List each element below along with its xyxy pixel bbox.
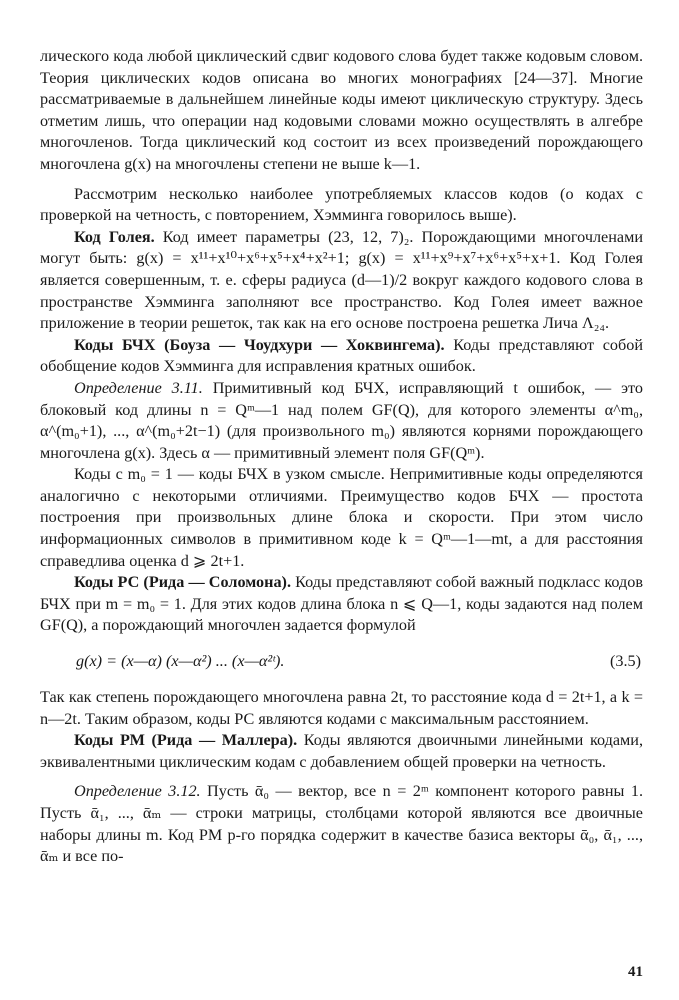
paragraph-cyclic-codes: лического кода любой циклический сдвиг кодового слова будет также кодовым словом. Теория циклических кодов описана во многих монографиях [24—37]. Многие рассматриваемые в дальнейшем линейные коды имеют циклическую структуру. Здесь отметим лишь, что операции над кодовыми словами можно осуществлять в алгебре многочленов. Тогда циклический код состоит из всех произведений порождающего многочлена g(x) на многочлены степени не выше k—1. [40,47,643,173]
paragraph-golay [40,227,643,335]
golay-heading: Код Голея. [74,227,155,246]
reed-solomon-heading: Коды РС (Рида — Соломона). [74,573,291,592]
paragraph-reed-solomon [40,572,643,637]
equation-formula: g(x) = (x—α) (x—α²) ... (x—α²ᵗ). [76,652,285,671]
golay-text: Код имеет параметры (23, 12, 7)₂. Порождающими многочленами могут быть: g(x) = x¹¹+x¹⁰+x⁶+x⁵+x⁴+x²+1; g(x) = x¹¹+x⁹+x⁷+x⁶+x⁵+x+1. Код Голея является совершенным, т. е. сферы радиуса (d—1)/2 вокруг каждого кодового слова в пространстве Хэмминга заполняют все пространство. Код Голея имеет важное приложение в теории решеток, так как на его основе построена решетка Лича Λ₂₄. [40,227,643,333]
reed-solomon-text: Коды представляют собой важный подкласс кодов БЧХ при m = m₀ = 1. Для этих кодов длина блока n ⩽ Q—1, коды задаются над полем GF(Q), а порождающий многочлен задается формулой [40,573,644,635]
reed-muller-heading: Коды РМ (Рида — Маллера). [74,731,298,750]
text-column [40,46,643,868]
paragraph-definition-3-11 [40,378,643,464]
definition-3-12-label: Определение 3.12. [74,782,201,801]
equation-number: (3.5) [609,652,641,671]
bch-heading: Коды БЧХ (Боуза — Чоудхури — Хоквингема). [74,335,445,354]
definition-3-11-text: Примитивный код БЧХ, исправляющий t ошибок, — это блоковый код длины n = Qᵐ—1 над полем GF(Q), для которого элементы α^m₀, α^(m₀+1), ..., α^(m₀+2t−1) (для произвольного m₀) являются корнями порождающего многочлена g(x). Здесь α — примитивный элемент поля GF(Qᵐ). [40,378,643,462]
paragraph-bch-narrow: Коды с m₀ = 1 — коды БЧХ в узком смысле. Непримитивные коды определяются аналогично с некоторыми отличиями. Преимущество кодов БЧХ — простота построения при произвольных длине блока и скорости. При этом число информационных символов в примитивном коде k = Qᵐ—1—mt, а для расстояния справедлива оценка d ⩾ 2t+1. [40,465,643,570]
equation-3-5 [40,651,643,673]
definition-3-12-text: Пусть ᾱ₀ — вектор, все n = 2ᵐ компонент которого равны 1. Пусть ᾱ₁, ..., ᾱₘ — строки матрицы, столбцами которой являются все двоичные наборы длины m. Код РМ p-го порядка содержит в качестве базиса векторы ᾱ₀, ᾱ₁, ..., ᾱₘ и все по- [40,782,643,866]
paragraph-bch [40,335,643,378]
paragraph-definition-3-12 [40,781,643,867]
reed-muller-text: Коды являются двоичными линейными кодами, эквивалентными циклическим кодам с добавлением общей проверки на четность. [40,731,643,771]
paragraph-reed-muller [40,730,643,773]
bch-text: Коды представляют собой обобщение кодов Хэмминга для исправления кратных ошибок. [40,335,643,376]
page-number: 41 [628,964,643,980]
paragraph-classes-intro: Рассмотрим несколько наиболее употребляемых классов кодов (о кодах с проверкой на четность, с повторением, Хэмминга говорилось выше). [40,184,643,225]
paragraph-rs-distance: Так как степень порождающего многочлена равна 2t, то расстояние кода d = 2t+1, а k = n—2t. Таким образом, коды РС являются кодами с максимальным расстоянием. [40,688,643,728]
definition-3-11-label: Определение 3.11. [74,378,203,397]
